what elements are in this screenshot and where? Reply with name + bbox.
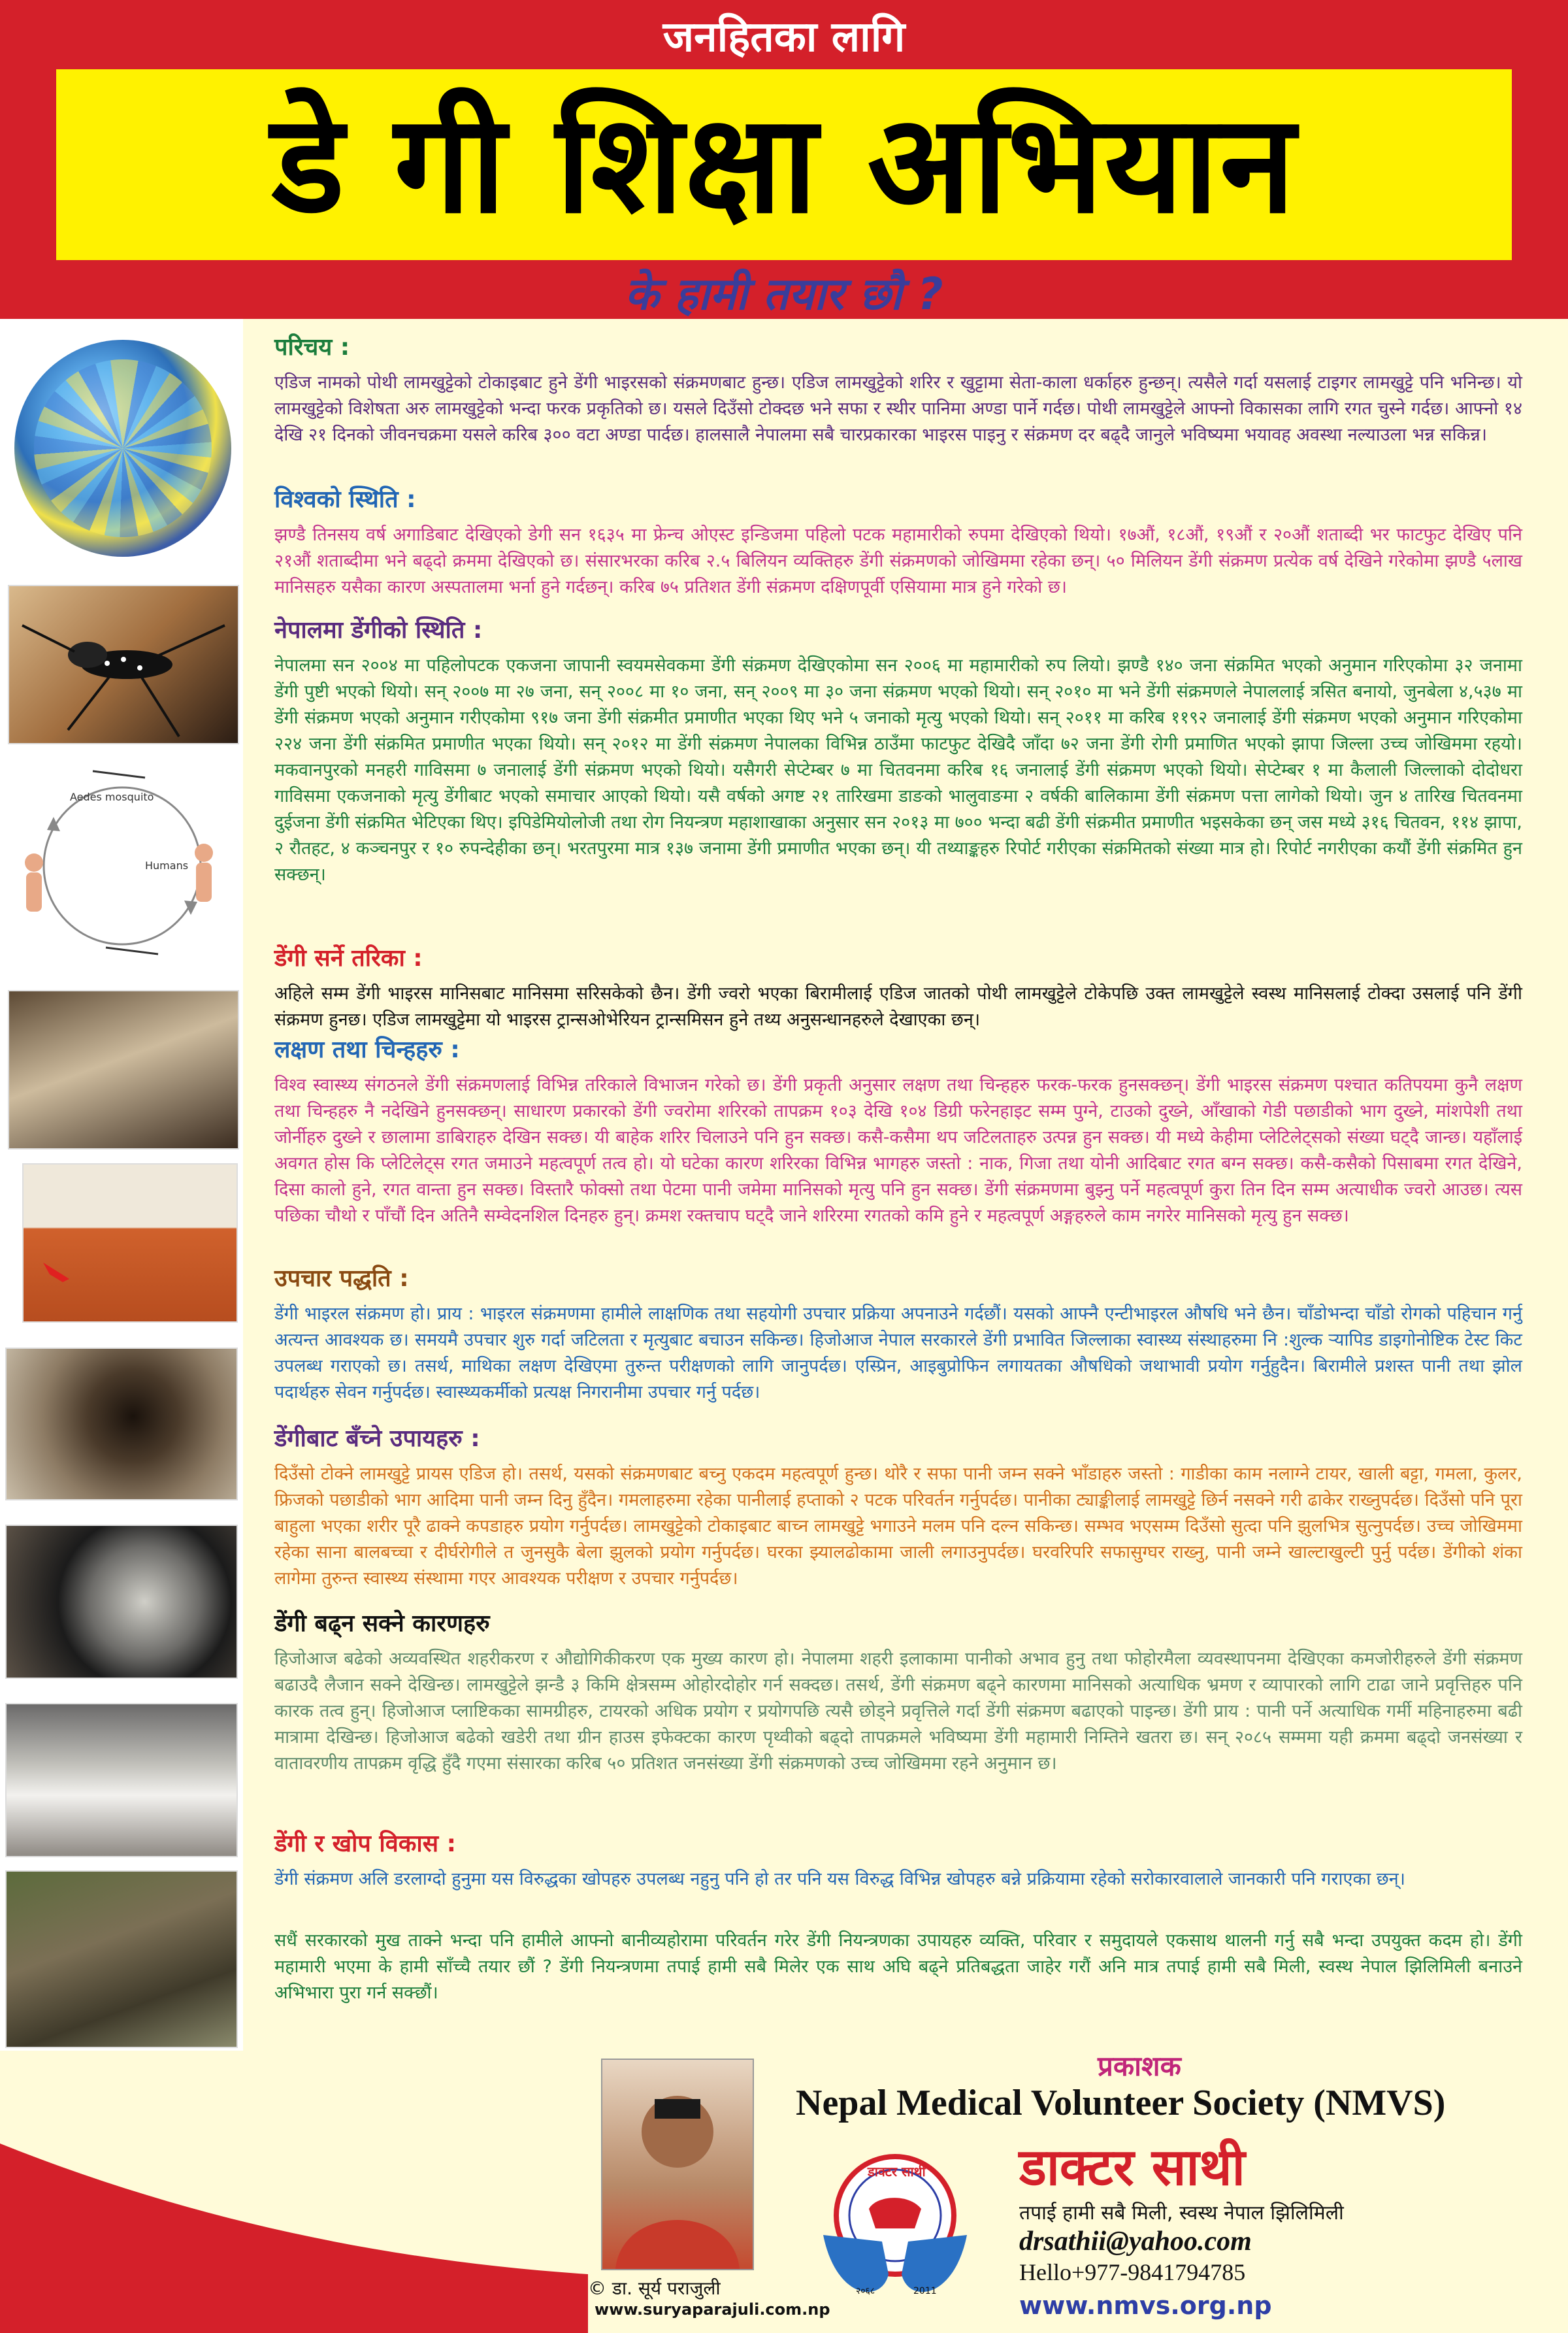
tree-hole-photo [5,1348,238,1500]
page-title: डे गी शिक्षा अभियान [271,86,1297,244]
section-body: अहिले सम्म डेंगी भाइरस मानिसबाट मानिसमा सरिसकेको छैन। डेंगी ज्वरो भएका बिरामीलाई एडिज जातको पोथी लामखुट्टेले टोकेपछि उक्त लामखुट्टेले स्वस्थ मानिसलाई टोक्दा उसलाई पनि डेंगी संक्रमण हुनछ। एडिज लामखुट्टेमा यो भाइरस ट्रान्सओभेरियन ट्रान्समिसन हुने तथ्य अनुसन्धानहरुले देखाएका छन्। [274,984,1522,1030]
section-heading: विश्वको स्थिति : [274,486,416,513]
container-photo [8,990,239,1150]
section-treatment [274,1261,1522,1406]
section-body: एडिज नामको पोथी लामखुट्टेको टोकाइबाट हुने डेंगी भाइरसको संक्रमणबाट हुन्छ। एडिज लामखुट्टेको शरिर र खुट्टामा सेता-काला धर्काहरु हुन्छन्। त्यसैले गर्दा यसलाई टाइगर लामखुट्टे पनि भनिन्छ। यो लामखुट्टेको विशेषता अरु लामखुट्टेको भन्दा फरक प्रकृतिको छ। यसले दिउँसो टोक्दछ भने सफा र स्थीर पानिमा अण्डा पार्ने गर्दछ। पोथी लामखुट्टेले आफ्नो विकासका लागि रगत चुस्ने गर्दछ। आफ्नो १४ देखि २१ दिनको जीवनचक्रमा यसले करिब ३०० वटा अण्डा पार्दछ। हालसालै नेपालमा सबै चारप्रकारका भाइरस पाइनु र संक्रमण दर बढ्दै जानुले भविष्यमा भयावह अवस्था नल्याउला भन्न सकिन्न। [274,372,1523,445]
header-question: के हामी तयार छौ ? [625,269,943,320]
closing-paragraph: सधैं सरकारको मुख ताक्ने भन्दा पनि हामीले आफ्नो बानीव्यहोरामा परिवर्तन गरेर डेंगी नियन्त्रणका उपायहरु व्यक्ति, परिवार र समुदायले एकसाथ थालनी गर्नु सबै भन्दा उपयुक्त कदम हो। डेंगी महामारी भएमा के हामी साँच्चै तयार छौं ? डेंगी नियन्त्रणमा तपाई हामी सबै मिलेर एक साथ अघि बढ्ने प्रतिबद्धता जाहेर गरौं अनि मात्र तपाई हामी सबै मिली, स्वस्थ नेपाल झिलिमिली बनाउने अभिभारा पुरा गर्न सक्छौं। [274,1930,1522,2003]
section-heading: नेपालमा डेंगीको स्थिति : [274,617,483,644]
logo-text: डाक्टर साथी [868,2164,926,2179]
website-link[interactable]: www.nmvs.org.np [1019,2291,1272,2320]
section-intro [274,330,1522,448]
section-heading: डेंगी र खोप विकास : [274,1830,456,1857]
section-symptoms [274,1033,1522,1229]
section-body: हिजोआज बढेको अव्यवस्थित शहरीकरण र औद्योगिकीकरण एक मुख्य कारण हो। नेपालमा शहरी इलाकामा पानीको अभाव हुनु तथा फोहोरमैला व्यवस्थापनमा देखिएका कमजोरीहरुले डेंगी संक्रमण बढाउदै लैजान सक्ने देखिन्छ। लामखुट्टेले झन्डै ३ किमि क्षेत्रसम्म ओहोरदोहोर गर्न सक्दछ। तसर्थ, डेंगी संक्रमण बढ्ने कारणमा मानिसको अत्याधिक भ्रमण र व्यापारको लागि टाढा जाने प्रवृत्तिहरु पनि कारक तत्व हुन्। हिजोआज प्लाष्टिकका सामग्रीहरु, टायरको अधिक प्रयोग र प्रयोगपछि त्यसै छोड्ने प्रवृत्तिले गर्दा डेंगी संक्रमण बढाएको पाइन्छ। डेंगी प्राय : पानी पर्ने अत्याधिक गर्मी महिनाहरुमा बढी मात्रामा देखिन्छ। हिजोआज बढेको खडेरी तथा ग्रीन हाउस इफेक्टका कारण पृथ्वीको बढ्दो तापक्रमले भविष्यमा डेंगी महामारी निम्तिने खतरा छ। सन् २०८५ सम्ममा यही क्रममा बढ्दो जनसंख्या र वातावरणीय तापक्रम वृद्धि हुँदै गएमा संसारका करिब ५० प्रतिशत जनसंख्या डेंगी संक्रमणको उच्च जोखिममा रहने अनुमान छ। [274,1649,1522,1774]
section-heading: परिचय : [274,334,350,361]
publisher-label: प्रकाशक [1098,2050,1181,2082]
section-vaccine [274,1827,1522,1893]
section-closing [274,1928,1522,2006]
arrow-icon [24,1165,237,1321]
section-body: झण्डै तिनसय वर्ष अगाडिबाट देखिएको डेगी सन १६३५ मा फ्रेन्च ओएस्ट इन्डिजमा पहिलो पटक महामारीको रुपमा देखिएको थियो। १७औं, १८औं, १९औं र २०औं शताब्दी भर फाटफुट देखिए पनि २१औं शताब्दीमा भने बढ्दो क्रममा देखिएको छ। संसारभरका करिब २.५ बिलियन व्यक्तिहरु डेंगी संक्रमणको जोखिममा रहेका छन्। ५० मिलियन डेंगी संक्रमण प्रत्येक वर्ष देखिने गरेकोमा झण्डै ५लाख मानिसहरु यसैका कारण अस्पतालमा भर्ना हुने गर्दछन्। करिब ७५ प्रतिशत डेंगी संक्रमण दक्षिणपूर्वी एसियामा मात्र हुने गरेको छ। [274,525,1522,597]
section-prevention [274,1421,1522,1592]
tagline: तपाई हामी सबै मिली, स्वस्थ नेपाल झिलिमिली [1019,2202,1344,2225]
cycle-diagram-icon [8,752,237,974]
mosquito-photo [8,585,239,744]
transmission-cycle-diagram [8,752,237,974]
contact-phone: Hello+977-9841794785 [1019,2259,1246,2285]
section-body: दिउँसो टोक्ने लामखुट्टे प्रायस एडिज हो। तसर्थ, यसको संक्रमणबाट बच्नु एकदम महत्वपूर्ण हुन्छ। थोरै र सफा पानी जम्न सक्ने भाँडाहरु जस्तो : गाडीका काम नलाग्ने टायर, खाली बट्टा, गमला, कुलर, फ्रिजको पछाडीको भाग आदिमा पानी जम्न दिनु हुँदैन। गमलाहरुमा रहेका पानीलाई हप्ताको २ पटक परिवर्तन गर्नुपर्दछ। पानीका ट्याङ्कीलाई लामखुट्टे छिर्न नसक्ने गरी ढाकेर राख्नुपर्दछ। दिउँसो पनि पूरा बाहुला भएका शरीर पूरै ढाक्ने कपडाहरु प्रयोग गर्नुपर्दछ। लामखुट्टेको टोकाइबाट बाच्न लामखुट्टे भगाउने मलम पनि दल्न सकिन्छ। सम्भव भएसम्म दिउँसो सुत्दा पनि झुलभित्र सुत्नुपर्दछ। उच्च जोखिममा रहेका साना बालबच्चा र दीर्घरोगीले त जुनसुकै बेला झुलको प्रयोग गर्नुपर्दछ। घरका झ्यालढोकामा जाली लगाउनुपर्दछ। घरवरिपरि सफासुग्घर राख्नु, पानी जम्ने खाल्टाखुल्टी पुर्नु पर्दछ। डेंगीको शंका लागेमा तुरुन्त स्वास्थ्य संस्थामा गएर आवश्यक परीक्षण र उपचार गर्नुपर्दछ। [274,1464,1522,1589]
cycle-label-humans: Humans [145,859,189,872]
header-kicker: जनहितका लागि [662,13,906,61]
section-causes [274,1606,1522,1777]
section-heading: उपचार पद्धति : [274,1265,409,1292]
contact-email[interactable]: drsathii@yahoo.com [1019,2226,1252,2257]
section-transmission [274,941,1522,1033]
organization-name: Nepal Medical Volunteer Society (NMVS) [796,2083,1446,2123]
section-heading: डेंगीबाट बँच्ने उपायहरु : [274,1425,480,1452]
ground-water-photo [5,1870,238,2048]
section-body: डेंगी भाइरल संक्रमण हो। प्राय : भाइरल संक्रमणमा हामीले लाक्षणिक तथा सहयोगी उपचार प्रक्रिया अपनाउने गर्दछौं। यसको आफ्नै एन्टीभाइरल औषधि भने छैन। चाँडोभन्दा चाँडो रोगको पहिचान गर्नु अत्यन्त आवश्यक छ। समयमै उपचार शुरु गर्दा जटिलता र मृत्युबाट बचाउन सकिन्छ। हिजोआज नेपाल सरकारले डेंगी प्रभावित जिल्लाका स्वास्थ्य संस्थाहरुमा नि :शुल्क र्‍यापिड डाइगोनोष्टिक टेस्ट किट उपलब्ध गराएको छ। तसर्थ, माथिका लक्षण देखिएमा तुरुन्त परीक्षणको लागि जानुपर्दछ। एस्प्रिन, आइबुप्रोफिन लगायतका औषधिको जथाभावी प्रयोग गर्नुहुदैन। बिरामीले प्रशस्त पानी तथा झोल पदार्थहरु सेवन गर्नुपर्दछ। स्वास्थ्यकर्मीको प्रत्यक्ष निगरानीमा उपचार गर्नु पर्दछ। [274,1304,1522,1402]
logo-year-np: २०६८ [856,2286,875,2296]
virus-image [14,340,231,557]
section-body: विश्व स्वास्थ्य संगठनले डेंगी संक्रमणलाई विभिन्न तरिकाले विभाजन गरेको छ। डेंगी प्रकृती अनुसार लक्षण तथा चिन्हहरु फरक-फरक हुनसक्छन्। डेंगी भाइरस संक्रमण पश्चात कतिपयमा कुनै लक्षण तथा चिन्हहरु नै नदेखिने हुनसक्छन्। साधारण प्रकारको डेंगी ज्वरोमा शरिरको तापक्रम १०३ देखि १०४ डिग्री फरेनहाइट सम्म पुग्ने, टाउको दुख्ने, आँखाको गेडी पछाडीको भाग दुख्ने, मांशपेशी तथा जोर्नीहरु दुख्ने र छालामा डाबिराहरु देखिन सक्छ। यी बाहेक शरिर चिलाउने पनि हुन सक्छ। कसै-कसैमा थप जटिलताहरु उत्पन्न हुन सक्छ। यी मध्ये केहीमा प्लेटिलेट्सको संख्या घट्दै जान्छ। यहाँलाई अवगत होस कि प्लेटिलेट्स रगत जमाउने महत्वपूर्ण तत्व हो। यो घटेका कारण शरिरका विभिन्न भागहरु जस्तो : नाक, गिजा तथा योनी आदिबाट रगत बग्न सक्छ। कसै-कसैको पिसाबमा रगत देखिने, दिसा कालो हुने, रगत वान्ता हुन सक्छ। विस्तारै फोक्सो तथा पेटमा पानी जमेमा मानिसको मृत्यु पनि हुन सक्छ। डेंगी संक्रमणमा बुझ्नु पर्ने महत्वपूर्ण कुरा तिन दिन सम्म अत्याधीक ज्वरो आउछ। त्यस पछिका चौथो र पाँचौं दिन अतिनै सम्वेदनशिल दिनहरु हुन्। क्रमश रक्तचाप घट्दै जाने शरिरमा रगतको कमि हुने र महत्वपूर्ण अङ्गहरुले काम नगरेर मानिसको मृत्यु हुन सक्छ। [274,1075,1522,1226]
portrait-caption: © डा. सूर्य पराजुली [588,2277,721,2299]
person-icon [602,2060,753,2269]
logo-year-en: 2011 [913,2286,937,2296]
author-portrait [601,2059,754,2270]
footer-red-curve [0,2052,588,2333]
toilet-photo [5,1703,238,1857]
section-nepal-status [274,613,1522,888]
section-body: डेंगी संक्रमण अलि डरलाग्दो हुनुमा यस विरुद्धका खोपहरु उपलब्ध नहुनु पनि हो तर पनि यस विरुद्ध विभिन्न खोपहरु बन्ने प्रक्रियामा रहेको सरोकारवालाले जानकारी पनि गराएका छन्। [274,1869,1405,1889]
portrait-website: www.suryaparajuli.com.np [595,2300,830,2319]
tire-photo [5,1525,238,1679]
section-body: नेपालमा सन २००४ मा पहिलोपटक एकजना जापानी स्वयमसेवकमा डेंगी संक्रमण देखिएकोमा सन २००६ मा महामारीको रुप लियो। झण्डै १४० जना संक्रमित भएको अनुमान गरिएकोमा ३२ जनामा डेंगी पुष्टी भएको थियो। सन् २००७ मा २७ जना, सन् २००८ मा १० जना, सन् २००९ मा ३० जना संक्रमण भएको थियो। सन् २०१० मा भने डेंगी संक्रमणले नेपाललाई त्रसित बनायो, जुनबेला ४,५३७ मा डेंगी संक्रमण भएको अनुमान गरीएकोमा ९१७ जना डेंगी संक्रमीत प्रमाणीत भएका थिए भने ५ जनाको मृत्यु भएको थियो। सन् २०११ मा करिब ११९२ जनालाई डेंगी संक्रमण भएको अनुमान गरिएकोमा २२४ जना डेंगी संक्रमित प्रमाणीत भएका थियो। सन् २०१२ मा डेंगी संक्रमण नेपालका विभिन्न ठाउँमा फाटफुट देखिदै जाँदा ७२ जना डेंगी रोगी प्रमाणित भएको झापा जिल्ला उच्च जोखिममा रहयो। मकवानपुरको मनहरी गाविसमा ७ जनालाई डेंगी संक्रमण भएको थियो। यसैगरी सेप्टेम्बर ७ मा चितवनमा करिब १६ जनालाई डेंगी संक्रमण भएको थियो। सेप्टेम्बर १ मा कैलाली जिल्लाको दोदोधरा गाविसमा एकजनाको मृत्यु डेंगीबाट भएको समाचार आएको थियो। यसै वर्षको अगष्ट २१ तारिखमा डाङको भालुवाङमा २ वर्षकी बालिकामा डेंगी संक्रमण पत्ता लागेको थियो। जुन ४ तारिख चितवनमा दुईजना डेंगी संक्रमित भेटिएका थिए। इपिडेमियोलोजी तथा रोग नियन्त्रण महाशाखाका अनुसार सन २०१३ मा ७०० भन्दा बढी डेंगी संक्रमीत प्रमाणीत भइसकेका छन् जस मध्ये ३१६ चितवन, ११४ झापा, २ रौतहट, ४ कञ्चनपुर र १० रुपन्देहीका छन्। भरतपुरमा मात्र १३७ जनामा डेंगी प्रमाणीत भएका छन्। यी तथ्याङ्कहरु रिपोर्ट गरीएका संक्रमितको संख्या मात्र हो। रिपोर्ट नगरीएका कयौं डेंगी संक्रमित हुन सक्छन्। [274,655,1522,885]
section-heading: लक्षण तथा चिन्हहरु : [274,1036,460,1063]
brand-name: डाक्टर साथी [1019,2138,1245,2197]
section-heading: डेंगी सर्ने तरिका : [274,945,423,972]
cycle-label-mosquito: Aedes mosquito [70,791,154,803]
section-heading: डेंगी बढ्न सक्ने कारणहरु [274,1610,490,1637]
flower-pot-photo [22,1163,238,1323]
mosquito-icon [9,586,238,743]
section-world-status [274,482,1522,601]
nmvs-logo-icon [810,2137,980,2307]
